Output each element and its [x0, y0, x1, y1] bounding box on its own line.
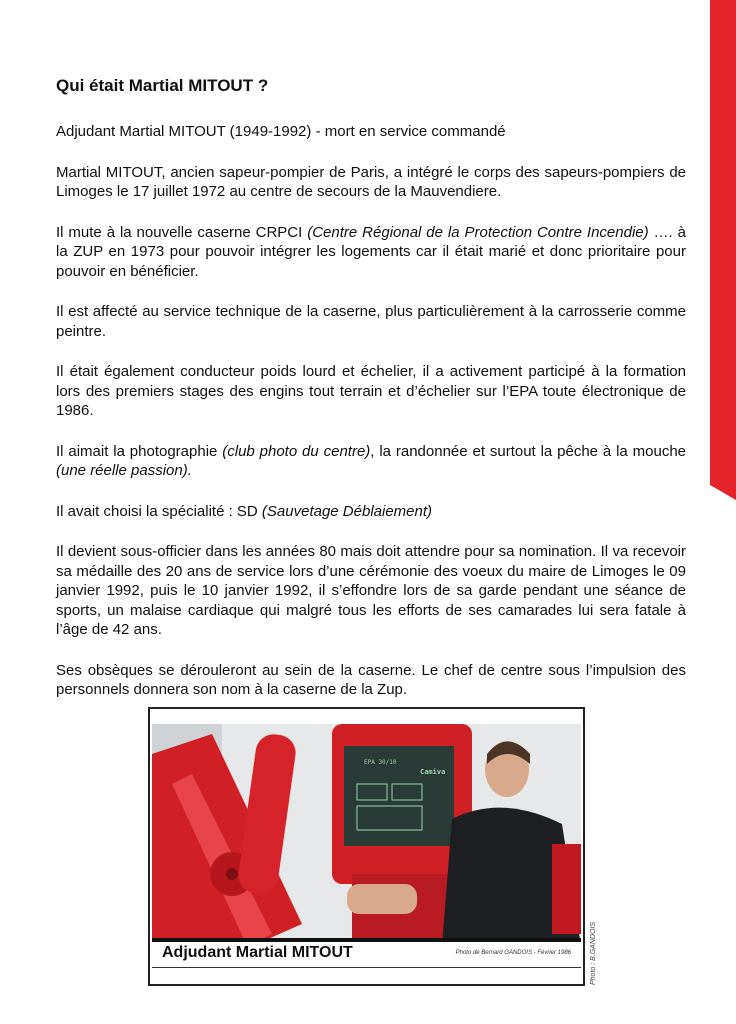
paragraph-hobbies	[56, 442, 686, 481]
text-span: Il avait choisi la spécialité : SD	[56, 502, 262, 520]
screen-label-2: Camiva	[420, 768, 446, 776]
paragraph-specialty	[56, 502, 686, 522]
paragraph-death: Il devient sous-officier dans les années 80 mais doit attendre pour sa nomination. Il va recevoir sa médaille des 20 ans de service lors d’une cérémonie des voeux du maire de Limoges le 09 janvier 1992, puis le 10 janvier 1992, il s’effondre lors de sa garde pendant une séance de sports, un malaise cardiaque qui malgré tous les efforts de ses camarades lui sera fatale à l’âge de 42 ans.	[56, 543, 686, 638]
photo-illustration	[152, 724, 581, 946]
paragraph-transfer	[56, 223, 686, 282]
text-span: , la randonnée et surtout la pêche à la mouche	[370, 442, 687, 460]
paragraph-funeral: Ses obsèques se dérouleront au sein de la caserne. Le chef de centre sous l’impulsion des personnels donnera son nom à la caserne de la Zup.	[56, 661, 686, 698]
paragraph-technical-service: Il est affecté au service technique de la caserne, plus particulièrement à la carrosserie comme peintre.	[56, 303, 686, 340]
paragraph-driver: Il était également conducteur poids lourd et échelier, il a activement participé à la formation lors des premiers stages des engins tout terrain et d’échelier sur l’EPA toute électronique de 1986.	[56, 363, 686, 419]
photo-caption: Adjudant Martial MITOUT	[162, 944, 353, 961]
page-title: Qui était Martial MITOUT ?	[56, 76, 269, 95]
text-span: …. à la ZUP en 1973 pour pouvoir intégrer les logements car il était marié et donc prioritaire pour pouvoir en bénéficier.	[56, 223, 686, 280]
passion-note: (une réelle passion).	[56, 462, 192, 479]
screen-label-1: EPA 30/10	[364, 759, 397, 766]
photo-credit: Photo de Bernard GANDOIS - Février 1986	[455, 950, 571, 956]
article	[56, 76, 686, 721]
crpci-expansion: (Centre Régional de la Protection Contre Incendie)	[307, 223, 649, 241]
text-span: Il mute à la nouvelle caserne CRPCI	[56, 223, 308, 241]
photo-frame	[148, 707, 585, 986]
text-span: Il aimait la photographie	[56, 442, 223, 460]
paragraph-career-start: Martial MITOUT, ancien sapeur-pompier de Paris, a intégré le corps des sapeurs-pompiers de Limoges le 17 juillet 1972 au centre de secours de la Mauvendiere.	[56, 163, 686, 200]
specialty-expansion: (Sauvetage Déblaiement)	[261, 502, 433, 520]
red-side-tab	[710, 0, 736, 500]
photo-image	[152, 724, 581, 946]
photo-caption-bar	[152, 938, 581, 968]
side-photo-credit: Photo : B.GANDOIS	[590, 921, 597, 985]
photo-club-note: (club photo du centre)	[222, 442, 371, 460]
paragraph-intro: Adjudant Martial MITOUT (1949-1992) - mort en service commandé	[56, 123, 506, 140]
